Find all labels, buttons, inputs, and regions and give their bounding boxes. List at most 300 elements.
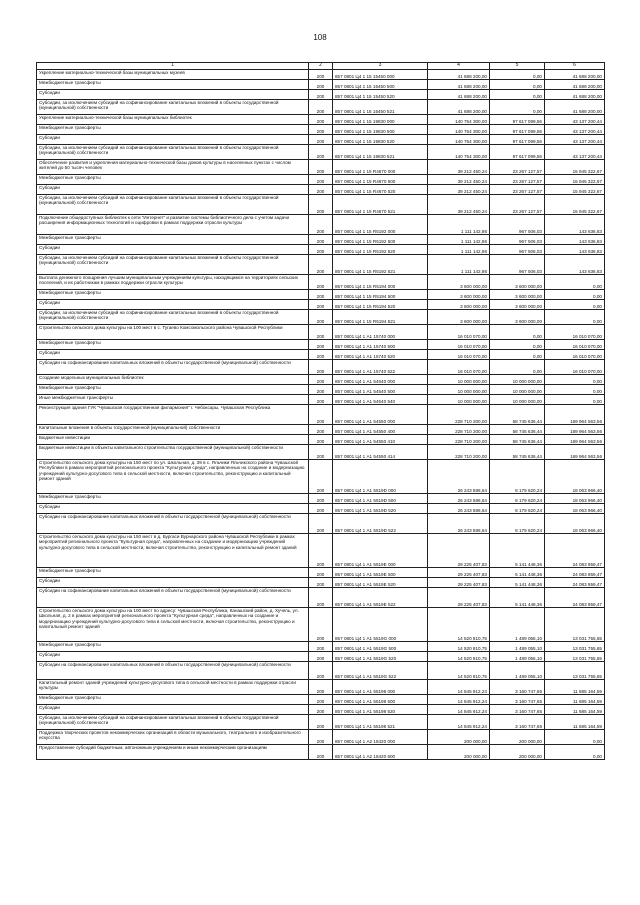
line-code-cell: 200 xyxy=(309,395,333,405)
table-row xyxy=(37,715,605,730)
executed-amount-cell: 3 600 000,00 xyxy=(490,300,545,310)
approved-amount-cell: 16 010 070,00 xyxy=(428,340,490,350)
line-code-cell: 200 xyxy=(309,175,333,185)
line-code-cell: 200 xyxy=(309,730,333,745)
approved-amount-cell: 228 710 200,00 xyxy=(428,425,490,435)
unexecuted-amount-cell: 18 063 966,40 xyxy=(545,494,605,504)
approved-amount-cell: 10 000 000,00 xyxy=(428,395,490,405)
budget-code-cell: 857 0801 Ц4 1 А1 54550 414 xyxy=(333,445,428,460)
line-code-cell: 200 xyxy=(309,80,333,90)
approved-amount-cell: 41 688 200,00 xyxy=(428,100,490,115)
row-name-cell: Субсидии, за исключением субсидий на софинансирование капитальных вложений в объекты государственной (муниципальной) собственности xyxy=(37,255,309,275)
approved-amount-cell: 26 243 586,64 xyxy=(428,504,490,514)
executed-amount-cell: 97 617 099,56 xyxy=(490,135,545,145)
executed-amount-cell: 200 000,00 xyxy=(490,730,545,745)
row-name-cell: Субсидии на софинансирование капитальных вложений в объекты государственной (муниципальной) собственности xyxy=(37,360,309,375)
table-row xyxy=(37,115,605,125)
executed-amount-cell: 5 141 448,36 xyxy=(490,588,545,608)
budget-code-cell: 857 0801 Ц4 1 15 R5194 521 xyxy=(333,310,428,325)
approved-amount-cell: 228 710 200,00 xyxy=(428,435,490,445)
executed-amount-cell: 8 179 620,24 xyxy=(490,504,545,514)
unexecuted-amount-cell: 15 945 322,67 xyxy=(545,175,605,185)
unexecuted-amount-cell: 13 031 755,65 xyxy=(545,662,605,680)
table-row xyxy=(37,745,605,760)
executed-amount-cell: 23 267 127,57 xyxy=(490,160,545,175)
line-code-cell: 200 xyxy=(309,245,333,255)
executed-amount-cell: 10 000 000,00 xyxy=(490,375,545,385)
line-code-cell: 200 xyxy=(309,275,333,290)
row-name-cell: Реконструкция здания ГУК "Чувашская государственная филармония" г. Чебоксары, Чувашская Республика xyxy=(37,405,309,425)
approved-amount-cell: 26 243 586,64 xyxy=(428,460,490,494)
line-code-cell: 200 xyxy=(309,534,333,568)
unexecuted-amount-cell: 169 964 563,56 xyxy=(545,445,605,460)
unexecuted-amount-cell: 24 083 959,47 xyxy=(545,588,605,608)
table-row xyxy=(37,652,605,662)
executed-amount-cell: 58 745 636,44 xyxy=(490,435,545,445)
table-row xyxy=(37,80,605,90)
table-row xyxy=(37,100,605,115)
row-name-cell: Бюджетные инвестиции в объекты капитального строительства государственной (муниципальной) собственности xyxy=(37,445,309,460)
approved-amount-cell: 1 111 142,86 xyxy=(428,215,490,235)
table-row xyxy=(37,494,605,504)
row-name-cell: Строительство сельского дома культуры на 150 мест по ул. Школьная, д. 39 в с. Яльчики Яльчикского района Чувашской Республики в рамках мероприятий регионального проекта "Культурная среда", направленных на создание и модернизацию учреждений культурно-досугового типа в сельской местности, включая строительство, реконструкцию и капитальный ремонт зданий xyxy=(37,460,309,494)
unexecuted-amount-cell: 0,00 xyxy=(545,300,605,310)
unexecuted-amount-cell: 13 031 755,65 xyxy=(545,608,605,642)
line-code-cell: 200 xyxy=(309,350,333,360)
table-row xyxy=(37,255,605,275)
unexecuted-amount-cell: 0,00 xyxy=(545,275,605,290)
table-row xyxy=(37,275,605,290)
line-code-cell: 200 xyxy=(309,255,333,275)
budget-code-cell: 857 0801 Ц4 1 15 15450 500 xyxy=(333,80,428,90)
line-code-cell: 200 xyxy=(309,695,333,705)
line-code-cell: 200 xyxy=(309,435,333,445)
table-row xyxy=(37,460,605,494)
table-row xyxy=(37,504,605,514)
executed-amount-cell: 10 000 000,00 xyxy=(490,385,545,395)
line-code-cell: 200 xyxy=(309,494,333,504)
row-name-cell: Межбюджетные трансферты xyxy=(37,494,309,504)
unexecuted-amount-cell: 13 031 755,65 xyxy=(545,642,605,652)
row-name-cell: Строительство сельского дома культуры на 100 мест в с. Тугаево Комсомольского района Чувашской Республики xyxy=(37,325,309,340)
table-row xyxy=(37,514,605,534)
table-row xyxy=(37,680,605,695)
column-header: 3 xyxy=(333,63,428,70)
row-name-cell: Субсидии на софинансирование капитальных вложений в объекты государственной (муниципальной) собственности xyxy=(37,662,309,680)
row-name-cell: Межбюджетные трансферты xyxy=(37,235,309,245)
table-row xyxy=(37,425,605,435)
line-code-cell: 200 xyxy=(309,405,333,425)
budget-code-cell: 857 0801 Ц4 1 А1 15740 520 xyxy=(333,350,428,360)
unexecuted-amount-cell: 24 083 959,47 xyxy=(545,578,605,588)
table-row xyxy=(37,578,605,588)
unexecuted-amount-cell: 18 063 966,40 xyxy=(545,514,605,534)
executed-amount-cell: 0,00 xyxy=(490,80,545,90)
unexecuted-amount-cell: 15 945 322,67 xyxy=(545,195,605,215)
table-row xyxy=(37,290,605,300)
approved-amount-cell: 29 225 407,83 xyxy=(428,534,490,568)
executed-amount-cell: 1 489 055,10 xyxy=(490,642,545,652)
row-name-cell: Поддержка творческих проектов некоммерческих организаций в области музыкального, театрального и изобразительного искусства xyxy=(37,730,309,745)
executed-amount-cell: 3 160 747,65 xyxy=(490,705,545,715)
approved-amount-cell: 14 520 810,75 xyxy=(428,608,490,642)
approved-amount-cell: 41 688 200,00 xyxy=(428,70,490,80)
row-name-cell: Субсидии, за исключением субсидий на софинансирование капитальных вложений в объекты государственной (муниципальной) собственности xyxy=(37,715,309,730)
row-name-cell: Межбюджетные трансферты xyxy=(37,340,309,350)
line-code-cell: 200 xyxy=(309,514,333,534)
row-name-cell: Субсидии, за исключением субсидий на софинансирование капитальных вложений в объекты государственной (муниципальной) собственности xyxy=(37,310,309,325)
row-name-cell: Субсидии на софинансирование капитальных вложений в объекты государственной (муниципальной) собственности xyxy=(37,514,309,534)
row-name-cell: Бюджетные инвестиции xyxy=(37,435,309,445)
row-name-cell: Субсидии xyxy=(37,185,309,195)
row-name-cell: Межбюджетные трансферты xyxy=(37,125,309,135)
executed-amount-cell: 0,00 xyxy=(490,100,545,115)
table-row xyxy=(37,642,605,652)
unexecuted-amount-cell: 0,00 xyxy=(545,395,605,405)
page-number: 108 xyxy=(313,33,327,42)
unexecuted-amount-cell: 0,00 xyxy=(545,745,605,760)
approved-amount-cell: 14 520 810,75 xyxy=(428,652,490,662)
unexecuted-amount-cell: 143 636,83 xyxy=(545,245,605,255)
column-header: 2 xyxy=(309,63,333,70)
approved-amount-cell: 14 845 912,24 xyxy=(428,705,490,715)
unexecuted-amount-cell: 16 010 070,00 xyxy=(545,360,605,375)
line-code-cell: 200 xyxy=(309,185,333,195)
executed-amount-cell: 0,00 xyxy=(490,350,545,360)
executed-amount-cell: 8 179 620,24 xyxy=(490,494,545,504)
line-code-cell: 200 xyxy=(309,608,333,642)
executed-amount-cell: 23 267 127,57 xyxy=(490,185,545,195)
approved-amount-cell: 41 688 200,00 xyxy=(428,80,490,90)
table-row xyxy=(37,608,605,642)
table-row xyxy=(37,70,605,80)
table-row xyxy=(37,215,605,235)
unexecuted-amount-cell: 16 010 070,00 xyxy=(545,325,605,340)
table-row xyxy=(37,705,605,715)
unexecuted-amount-cell: 41 688 200,00 xyxy=(545,80,605,90)
approved-amount-cell: 29 225 407,83 xyxy=(428,578,490,588)
unexecuted-amount-cell: 0,00 xyxy=(545,375,605,385)
table-row xyxy=(37,435,605,445)
budget-code-cell: 857 0801 Ц4 1 А1 55198 500 xyxy=(333,695,428,705)
budget-code-cell: 857 0801 Ц4 1 15 R4670 500 xyxy=(333,175,428,185)
unexecuted-amount-cell: 15 945 322,67 xyxy=(545,160,605,175)
table-row xyxy=(37,310,605,325)
row-name-cell: Субсидии xyxy=(37,350,309,360)
unexecuted-amount-cell: 16 010 070,00 xyxy=(545,340,605,350)
executed-amount-cell: 5 141 448,36 xyxy=(490,568,545,578)
table-row xyxy=(37,325,605,340)
unexecuted-amount-cell: 143 636,83 xyxy=(545,255,605,275)
executed-amount-cell: 3 160 747,65 xyxy=(490,695,545,705)
row-name-cell: Субсидии, за исключением субсидий на софинансирование капитальных вложений в объекты государственной (муниципальной) собственности xyxy=(37,100,309,115)
executed-amount-cell: 0,00 xyxy=(490,70,545,80)
budget-code-cell: 857 0801 Ц4 1 А1 55198 521 xyxy=(333,715,428,730)
column-header: 6 xyxy=(545,63,605,70)
budget-code-cell: 857 0801 Ц4 1 15 R5192 521 xyxy=(333,255,428,275)
row-name-cell: Субсидии xyxy=(37,578,309,588)
line-code-cell: 200 xyxy=(309,325,333,340)
unexecuted-amount-cell: 43 137 200,44 xyxy=(545,125,605,135)
row-name-cell: Межбюджетные трансферты xyxy=(37,175,309,185)
budget-code-cell: 857 0801 Ц4 1 А1 5519D 522 xyxy=(333,514,428,534)
budget-code-cell: 857 0801 Ц4 1 15 R4670 521 xyxy=(333,195,428,215)
row-name-cell: Укрепление материально-технической базы муниципальных музеев xyxy=(37,70,309,80)
line-code-cell: 200 xyxy=(309,145,333,160)
unexecuted-amount-cell: 169 964 563,56 xyxy=(545,435,605,445)
approved-amount-cell: 16 010 070,00 xyxy=(428,360,490,375)
budget-code-cell: 857 0801 Ц4 1 А1 15740 522 xyxy=(333,360,428,375)
unexecuted-amount-cell: 11 685 164,59 xyxy=(545,705,605,715)
executed-amount-cell: 97 617 099,56 xyxy=(490,115,545,125)
unexecuted-amount-cell: 143 636,83 xyxy=(545,235,605,245)
budget-execution-table xyxy=(36,62,605,760)
row-name-cell: Субсидии xyxy=(37,652,309,662)
table-row xyxy=(37,340,605,350)
unexecuted-amount-cell: 43 137 200,44 xyxy=(545,135,605,145)
unexecuted-amount-cell: 24 083 959,47 xyxy=(545,568,605,578)
row-name-cell: Капитальный ремонт зданий учреждений культурно-досугового типа в сельской местности в рамках поддержки отрасли культуры xyxy=(37,680,309,695)
approved-amount-cell: 3 600 000,00 xyxy=(428,290,490,300)
table-row xyxy=(37,300,605,310)
table-row xyxy=(37,360,605,375)
approved-amount-cell: 14 845 912,24 xyxy=(428,715,490,730)
row-name-cell: Обеспечение развития и укрепления материально-технической базы домов культуры в населенных пунктах с числом жителей до 50 тысяч человек xyxy=(37,160,309,175)
line-code-cell: 200 xyxy=(309,652,333,662)
table-row xyxy=(37,662,605,680)
row-name-cell: Создание модельных муниципальных библиотек xyxy=(37,375,309,385)
line-code-cell: 200 xyxy=(309,745,333,760)
column-header: 4 xyxy=(428,63,490,70)
executed-amount-cell: 0,00 xyxy=(490,90,545,100)
table-row xyxy=(37,125,605,135)
row-name-cell: Субсидии xyxy=(37,135,309,145)
executed-amount-cell: 1 489 055,10 xyxy=(490,662,545,680)
unexecuted-amount-cell: 11 685 164,59 xyxy=(545,695,605,705)
line-code-cell: 200 xyxy=(309,568,333,578)
approved-amount-cell: 26 243 586,64 xyxy=(428,514,490,534)
row-name-cell: Строительство сельского дома культуры на 100 мест по адресу: Чувашская Республика, Канашский район, д. Хучель, ул. Школьная, д. 2 в рамках мероприятий регионального проекта "Культурная среда", направленных на создание и модернизацию учреждений культурно-досугового типа в сельской местности, включая строительство, реконструкцию и капитальный ремонт зданий xyxy=(37,608,309,642)
approved-amount-cell: 140 754 300,00 xyxy=(428,115,490,125)
line-code-cell: 200 xyxy=(309,662,333,680)
row-name-cell: Субсидии на софинансирование капитальных вложений в объекты государственной (муниципальной) собственности xyxy=(37,588,309,608)
executed-amount-cell: 10 000 000,00 xyxy=(490,395,545,405)
table-row xyxy=(37,90,605,100)
line-code-cell: 200 xyxy=(309,290,333,300)
table-row xyxy=(37,695,605,705)
approved-amount-cell: 29 225 407,83 xyxy=(428,588,490,608)
approved-amount-cell: 16 010 070,00 xyxy=(428,325,490,340)
budget-code-cell: 857 0801 Ц4 1 А1 54550 400 xyxy=(333,425,428,435)
approved-amount-cell: 16 010 070,00 xyxy=(428,350,490,360)
line-code-cell: 200 xyxy=(309,215,333,235)
budget-code-cell: 857 0801 Ц4 1 15 19830 520 xyxy=(333,135,428,145)
approved-amount-cell: 140 754 300,00 xyxy=(428,135,490,145)
row-name-cell: Предоставление субсидий бюджетным, автономным учреждениям и иным некоммерческим организациям xyxy=(37,745,309,760)
executed-amount-cell: 8 179 620,24 xyxy=(490,460,545,494)
budget-code-cell: 857 0801 Ц4 1 А1 5519D 500 xyxy=(333,494,428,504)
budget-code-cell: 857 0801 Ц4 1 15 15450 000 xyxy=(333,70,428,80)
approved-amount-cell: 200 000,00 xyxy=(428,730,490,745)
executed-amount-cell: 3 600 000,00 xyxy=(490,275,545,290)
executed-amount-cell: 8 179 620,24 xyxy=(490,514,545,534)
line-code-cell: 200 xyxy=(309,70,333,80)
executed-amount-cell: 97 617 099,56 xyxy=(490,125,545,135)
line-code-cell: 200 xyxy=(309,578,333,588)
table-row xyxy=(37,395,605,405)
budget-code-cell: 857 0801 Ц4 1 А1 5519G 000 xyxy=(333,608,428,642)
row-name-cell: Строительство сельского дома культуры на 150 мест в д. Бургаси Вурнарского района Чувашской Республики в рамках мероприятий регионального проекта "Культурная среда", направленных на создание и модернизацию учреждений культурно-досугового типа в сельской местности, включая строительство, реконструкцию и капитальный ремонт зданий xyxy=(37,534,309,568)
table-row xyxy=(37,160,605,175)
budget-code-cell: 857 0801 Ц4 1 15 19830 000 xyxy=(333,115,428,125)
row-name-cell: Субсидии xyxy=(37,300,309,310)
table-row xyxy=(37,405,605,425)
approved-amount-cell: 10 000 000,00 xyxy=(428,375,490,385)
executed-amount-cell: 23 267 127,57 xyxy=(490,195,545,215)
table-row xyxy=(37,135,605,145)
budget-code-cell: 857 0801 Ц4 1 А1 5519D 520 xyxy=(333,504,428,514)
budget-code-cell: 857 0801 Ц4 1 А1 5519D 000 xyxy=(333,460,428,494)
budget-code-cell: 857 0801 Ц4 1 15 R5194 500 xyxy=(333,290,428,300)
line-code-cell: 200 xyxy=(309,715,333,730)
unexecuted-amount-cell: 41 688 200,00 xyxy=(545,90,605,100)
unexecuted-amount-cell: 18 063 966,40 xyxy=(545,460,605,494)
budget-code-cell: 857 0801 Ц4 1 А1 54540 540 xyxy=(333,395,428,405)
column-header: 5 xyxy=(490,63,545,70)
line-code-cell: 200 xyxy=(309,300,333,310)
row-name-cell: Субсидии, за исключением субсидий на софинансирование капитальных вложений в объекты государственной (муниципальной) собственности xyxy=(37,145,309,160)
table-row xyxy=(37,588,605,608)
approved-amount-cell: 228 710 200,00 xyxy=(428,445,490,460)
line-code-cell: 200 xyxy=(309,504,333,514)
budget-code-cell: 857 0801 Ц4 1 15 R5192 000 xyxy=(333,215,428,235)
row-name-cell: Иные межбюджетные трансферты xyxy=(37,395,309,405)
budget-code-cell: 857 0801 Ц4 1 А1 5519G 500 xyxy=(333,642,428,652)
table-row xyxy=(37,730,605,745)
table-row xyxy=(37,235,605,245)
unexecuted-amount-cell: 41 688 200,00 xyxy=(545,70,605,80)
table-row xyxy=(37,145,605,160)
unexecuted-amount-cell: 169 964 563,56 xyxy=(545,405,605,425)
line-code-cell: 200 xyxy=(309,642,333,652)
table-row xyxy=(37,185,605,195)
line-code-cell: 200 xyxy=(309,125,333,135)
unexecuted-amount-cell: 143 636,83 xyxy=(545,215,605,235)
budget-code-cell: 857 0801 Ц4 1 15 R5192 520 xyxy=(333,245,428,255)
budget-code-cell: 857 0801 Ц4 1 А1 54540 500 xyxy=(333,385,428,395)
approved-amount-cell: 39 212 450,24 xyxy=(428,185,490,195)
line-code-cell: 200 xyxy=(309,588,333,608)
row-name-cell: Подключение общедоступных библиотек к сети "Интернет" и развитие системы библиотечного дела с учетом задачи расширения информационных технологий и оцифровки в рамках поддержки отрасли культуры xyxy=(37,215,309,235)
executed-amount-cell: 0,00 xyxy=(490,340,545,350)
unexecuted-amount-cell: 0,00 xyxy=(545,310,605,325)
budget-code-cell: 857 0801 Ц4 1 15 R5194 520 xyxy=(333,300,428,310)
row-name-cell: Межбюджетные трансферты xyxy=(37,568,309,578)
executed-amount-cell: 200 000,00 xyxy=(490,745,545,760)
budget-code-cell: 857 0801 Ц4 1 А1 15740 000 xyxy=(333,325,428,340)
approved-amount-cell: 14 520 810,75 xyxy=(428,642,490,652)
budget-code-cell: 857 0801 Ц4 1 15 15450 521 xyxy=(333,100,428,115)
budget-code-cell: 857 0801 Ц4 1 А1 5519E 520 xyxy=(333,578,428,588)
approved-amount-cell: 39 212 450,24 xyxy=(428,195,490,215)
table-row xyxy=(37,175,605,185)
line-code-cell: 200 xyxy=(309,90,333,100)
unexecuted-amount-cell: 11 685 164,59 xyxy=(545,680,605,695)
row-name-cell: Межбюджетные трансферты xyxy=(37,80,309,90)
approved-amount-cell: 39 212 450,24 xyxy=(428,175,490,185)
approved-amount-cell: 29 225 407,83 xyxy=(428,568,490,578)
unexecuted-amount-cell: 18 063 966,40 xyxy=(545,504,605,514)
line-code-cell: 200 xyxy=(309,460,333,494)
approved-amount-cell: 14 845 912,24 xyxy=(428,695,490,705)
unexecuted-amount-cell: 41 688 200,00 xyxy=(545,100,605,115)
budget-code-cell: 857 0801 Ц4 1 А1 5519E 000 xyxy=(333,534,428,568)
row-name-cell: Межбюджетные трансферты xyxy=(37,290,309,300)
row-name-cell: Субсидии xyxy=(37,245,309,255)
line-code-cell: 200 xyxy=(309,375,333,385)
budget-code-cell: 857 0801 Ц4 1 А1 54550 000 xyxy=(333,405,428,425)
approved-amount-cell: 41 688 200,00 xyxy=(428,90,490,100)
column-header: 1 xyxy=(37,63,309,70)
budget-code-cell: 857 0801 Ц4 1 А1 15740 500 xyxy=(333,340,428,350)
table-row xyxy=(37,375,605,385)
executed-amount-cell: 967 506,03 xyxy=(490,215,545,235)
budget-code-cell: 857 0801 Ц4 1 15 15450 520 xyxy=(333,90,428,100)
row-name-cell: Субсидии, за исключением субсидий на софинансирование капитальных вложений в объекты государственной (муниципальной) собственности xyxy=(37,195,309,215)
table-row xyxy=(37,385,605,395)
unexecuted-amount-cell: 169 964 563,56 xyxy=(545,425,605,435)
line-code-cell: 200 xyxy=(309,385,333,395)
approved-amount-cell: 228 710 200,00 xyxy=(428,405,490,425)
line-code-cell: 200 xyxy=(309,195,333,215)
budget-code-cell: 857 0801 Ц4 1 А2 18420 000 xyxy=(333,730,428,745)
table-row xyxy=(37,445,605,460)
executed-amount-cell: 58 745 636,44 xyxy=(490,405,545,425)
executed-amount-cell: 1 489 055,10 xyxy=(490,652,545,662)
unexecuted-amount-cell: 0,00 xyxy=(545,385,605,395)
line-code-cell: 200 xyxy=(309,235,333,245)
executed-amount-cell: 58 745 636,44 xyxy=(490,445,545,460)
executed-amount-cell: 967 506,03 xyxy=(490,235,545,245)
budget-code-cell: 857 0801 Ц4 1 А1 55198 520 xyxy=(333,705,428,715)
executed-amount-cell: 967 506,03 xyxy=(490,255,545,275)
table-row xyxy=(37,350,605,360)
unexecuted-amount-cell: 24 083 959,47 xyxy=(545,534,605,568)
executed-amount-cell: 3 160 747,65 xyxy=(490,715,545,730)
executed-amount-cell: 5 141 448,36 xyxy=(490,534,545,568)
approved-amount-cell: 39 212 450,24 xyxy=(428,160,490,175)
budget-code-cell: 857 0801 Ц4 1 А1 5519E 500 xyxy=(333,568,428,578)
approved-amount-cell: 14 845 912,24 xyxy=(428,680,490,695)
approved-amount-cell: 200 000,00 xyxy=(428,745,490,760)
row-name-cell: Выплата денежного поощрения лучшим муниципальным учреждениям культуры, находящимся на территориях сельских поселений, и их работникам в рамках поддержки отрасли культуры xyxy=(37,275,309,290)
line-code-cell: 200 xyxy=(309,680,333,695)
row-name-cell: Субсидии xyxy=(37,504,309,514)
line-code-cell: 200 xyxy=(309,100,333,115)
unexecuted-amount-cell: 11 685 164,59 xyxy=(545,715,605,730)
budget-code-cell: 857 0801 Ц4 1 15 19830 521 xyxy=(333,145,428,160)
executed-amount-cell: 58 745 636,44 xyxy=(490,425,545,435)
budget-code-cell: 857 0801 Ц4 1 А1 5519G 522 xyxy=(333,662,428,680)
approved-amount-cell: 140 754 300,00 xyxy=(428,125,490,135)
unexecuted-amount-cell: 16 010 070,00 xyxy=(545,350,605,360)
budget-code-cell: 857 0801 Ц4 1 А1 5519E 522 xyxy=(333,588,428,608)
executed-amount-cell: 23 267 127,57 xyxy=(490,175,545,185)
line-code-cell: 200 xyxy=(309,360,333,375)
approved-amount-cell: 14 520 810,75 xyxy=(428,662,490,680)
unexecuted-amount-cell: 0,00 xyxy=(545,290,605,300)
line-code-cell: 200 xyxy=(309,445,333,460)
